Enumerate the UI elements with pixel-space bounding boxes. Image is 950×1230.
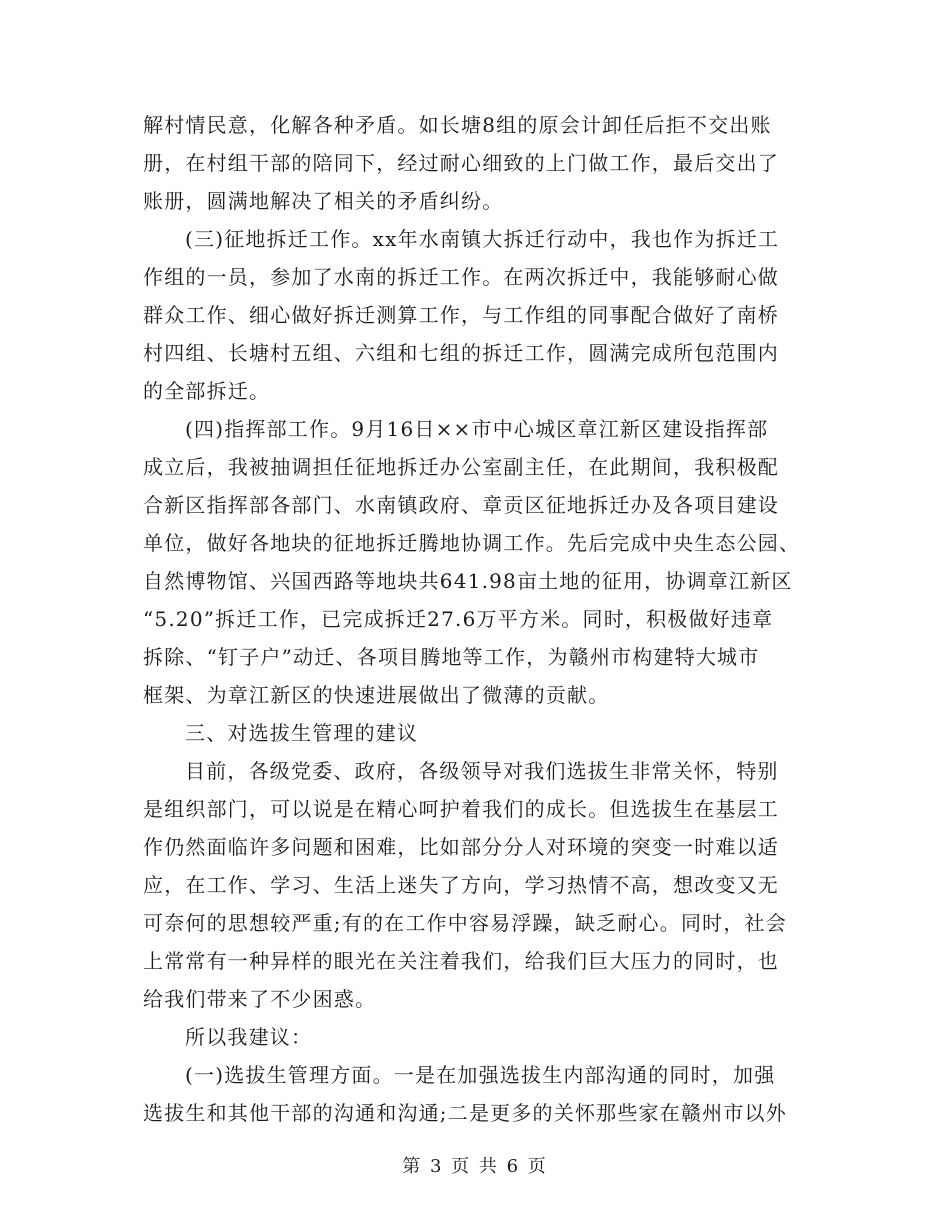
text-line: 选拔生和其他干部的沟通和沟通;二是更多的关怀那些家在赣州市以外 [143,1101,787,1125]
text-line: “5.20”拆迁工作，已完成拆迁27.6万平方米。同时，积极做好违章 [143,607,774,631]
paragraph-start-line: (一)选拔生管理方面。一是在加强选拔生内部沟通的同时，加强 [185,1063,776,1087]
text-line: 是组织部门，可以说是在精心呵护着我们的成长。但选拔生在基层工 [143,797,779,821]
paragraph-start-line: (四)指挥部工作。9月16日××市中心城区章江新区建设指挥部 [185,417,769,441]
text-line: 合新区指挥部各部门、水南镇政府、章贡区征地拆迁办及各项目建设 [143,493,779,517]
text-line: 单位，做好各地块的征地拆迁腾地协调工作。先后完成中央生态公园、 [143,531,801,555]
section-heading: 三、对选拔生管理的建议 [185,721,419,745]
text-line: 群众工作、细心做好拆迁测算工作，与工作组的同事配合做好了南桥 [143,303,779,327]
text-line: 成立后，我被抽调担任征地拆迁办公室副主任，在此期间，我积极配 [143,455,779,479]
paragraph-start-line: (三)征地拆迁工作。xx年水南镇大拆迁行动中，我也作为拆迁工 [185,227,780,251]
text-line: 框架、为章江新区的快速进展做出了微薄的贡献。 [143,683,610,707]
text-line: 拆除、“钉子户”动迁、各项目腾地等工作，为赣州市构建特大城市 [143,645,760,669]
text-line: 册，在村组干部的陪同下，经过耐心细致的上门做工作，最后交出了 [143,151,779,175]
text-line: 的全部拆迁。 [143,379,271,403]
paragraph-start-line: 目前，各级党委、政府，各级领导对我们选拔生非常关怀，特别 [185,759,779,783]
page-number-footer: 第 3 页 共 6 页 [402,1156,548,1177]
text-line: 村四组、长塘村五组、六组和七组的拆迁工作，圆满完成所包范围内 [143,341,779,365]
text-line: 应，在工作、学习、生活上迷失了方向，学习热情不高，想改变又无 [143,873,779,897]
text-line: 可奈何的思想较严重;有的在工作中容易浮躁，缺乏耐心。同时，社会 [143,911,787,935]
text-line: 作仍然面临许多问题和困难，比如部分分人对环境的突变一时难以适 [143,835,779,859]
text-line: 账册，圆满地解决了相关的矛盾纠纷。 [143,189,504,213]
text-line: 上常常有一种异样的眼光在关注着我们，给我们巨大压力的同时，也 [143,949,779,973]
text-line: 作组的一员，参加了水南的拆迁工作。在两次拆迁中，我能够耐心做 [143,265,779,289]
text-line: 解村情民意，化解各种矛盾。如长塘8组的原会计卸任后拒不交出账 [143,113,772,137]
text-line: 给我们带来了不少困惑。 [143,987,377,1011]
text-line: 自然博物馆、兴国西路等地块共641.98亩土地的征用，协调章江新区 [143,569,793,593]
paragraph-start-line: 所以我建议： [185,1025,313,1049]
document-body [143,106,813,1132]
